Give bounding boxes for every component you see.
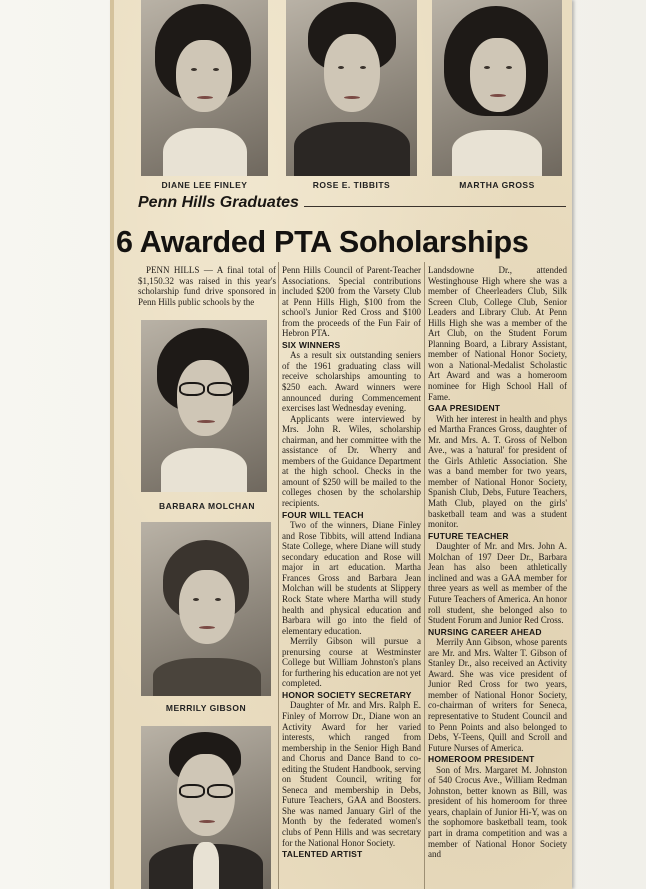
paragraph: Son of Mrs. Margaret M. Johnston of 540 Crocus Ave., William Redman Johnston, better known as Bill, was president of his homeroom for three years, chaplain of Junior Hi-Y, was on the sophomore basketball team, took part in drama competition and was a member of National Honor Society and <box>428 764 567 860</box>
column-divider <box>278 262 279 889</box>
clipping-edge <box>110 0 114 889</box>
subheading: HONOR SOCIETY SECRETARY <box>282 689 412 700</box>
kicker-rule <box>304 206 566 207</box>
portrait-photo-martha-gross <box>432 0 562 176</box>
caption-merrily-gibson: MERRILY GIBSON <box>165 703 247 713</box>
paragraph: Merrily Ann Gibson, whose parents are Mr. and Mrs. Walter T. Gibson of Stanley Dr., also received an Activity Award. She was vice president of Junior Red Cross for two years, member of National Honor Society, co-chairman of writers for Seneca, representative to Student Council and to Penn Points and also belonged to Debs, Y-Teens, Quill and Scroll and Future Nurses of America. <box>428 637 567 753</box>
subheading: HOMEROOM PRESIDENT <box>428 754 535 765</box>
paragraph: As a result six outstanding seniers of the 1961 graduating class will receive scholarships amounting to $250 each. Award winners were announced during Commencement exercises last Wednesday evening. <box>282 350 421 414</box>
article-column-2 <box>282 265 421 889</box>
caption-barbara-molchan: BARBARA MOLCHAN <box>159 501 255 511</box>
paragraph: With her interest in health and phys ed Martha Frances Gross, daughter of Mr. and Mrs. A. T. Gross of Nelbon Ave., was a 'natural' for president of the Girls Athletic Association. She was a band member for two years, member of National Honor Society, Spanish Club, Debs, Future Teachers, Math Club, played on the girls' basketball team and was a student monitor. <box>428 413 567 530</box>
subheading: NURSING CAREER AHEAD <box>428 626 542 637</box>
column-divider <box>424 262 425 889</box>
subheading: FOUR WILL TEACH <box>282 509 364 520</box>
paragraph: Penn Hills Council of Parent-Teacher Associations. Special contributions included $200 from the Varsety Club at Penn Hills High, $100 from the school's Junior Red Cross and $100 from the proceeds of the Fun Fair of Hebron PTA. <box>282 265 421 339</box>
article-column-1 <box>138 265 276 313</box>
portrait-photo-william-johnston <box>141 726 271 889</box>
portrait-photo-diane-finley <box>141 0 268 176</box>
paragraph: Daughter of Mr. and Mrs. Ralph E. Finley of Morrow Dr., Diane won an Activity Award for her varied interests, which ranged from membership in the Senior High Band and Chorus and Dance Band to co-editing the Student Handbook, serving on Student Council, writing for Seneca and membership in Debs, Future Teachers, GAA and Boosters. She was named January Girl of the Month by the federated women's clubs of Penn Hills and was secretary for the National Honor Society. <box>282 700 421 848</box>
subheading: TALENTED ARTIST <box>282 849 363 860</box>
portrait-photo-rose-tibbits <box>286 0 417 176</box>
paragraph: Landsdowne Dr., attended Westinghouse High where she was a member of Cheerleaders Club, Silk Screen Club, College Club, Senior Leaders and Library Club. At Penn Hills High she was a member of the Art Club, on the Student Forum Planning Board, a Library Assistant, member of National Honor Society, won a National-Medalist Scholastic Art Award and was a homeroom nominee for High School Hall of Fame. <box>428 265 567 402</box>
article-column-3 <box>428 265 567 889</box>
caption-diane-finley: DIANE LEE FINLEY <box>161 180 248 190</box>
caption-martha-gross: MARTHA GROSS <box>459 180 535 190</box>
headline: 6 Awarded PTA Soholarships <box>116 225 529 259</box>
caption-rose-tibbits: ROSE E. TIBBITS <box>312 180 391 190</box>
subheading: FUTURE TEACHER <box>428 530 509 541</box>
subheading: SIX WINNERS <box>282 339 341 350</box>
paragraph: Applicants were interviewed by Mrs. John R. Wiles, scholarship chairman, and her committee with the assistance of Dr. Wherry and members of the Guidance Department at the high school. Checks in the amount of $250 will be mailed to the colleges chosen by the scholarship recipients. <box>282 413 421 509</box>
portrait-photo-barbara-molchan <box>141 320 267 492</box>
paragraph: PENN HILLS — A final total of $1,150.32 was raised in this year's scholarship fund drive sponsored in Penn Hills public schools by the <box>138 265 276 307</box>
kicker-heading: Penn Hills Graduates <box>138 194 299 211</box>
subheading: GAA PRESIDENT <box>428 403 501 414</box>
paragraph: Daughter of Mr. and Mrs. John A. Molchan of 197 Deer Dr., Barbara Jean has also been athletically inclined and was a GAA member for three years as well as member of the Future Teachers of America. An honor roll student, she belonged also to Student Forum and Junior Red Cross. <box>428 541 567 626</box>
portrait-photo-merrily-gibson <box>141 522 271 696</box>
paragraph: Merrily Gibson will pursue a prenursing course at Westminster College but William Johnston's plans for furthering his education are not yet completed. <box>282 636 421 689</box>
paragraph: Two of the winners, Diane Finley and Rose Tibbits, will attend Indiana State College, where Diane will study secondary education and Rose will major in art education. Martha Frances Gross and Barbara Jean Molchan will be students at Slippery Rock State where Martha will study health and physical education and Barbara will go into the field of elementary education. <box>282 520 421 636</box>
